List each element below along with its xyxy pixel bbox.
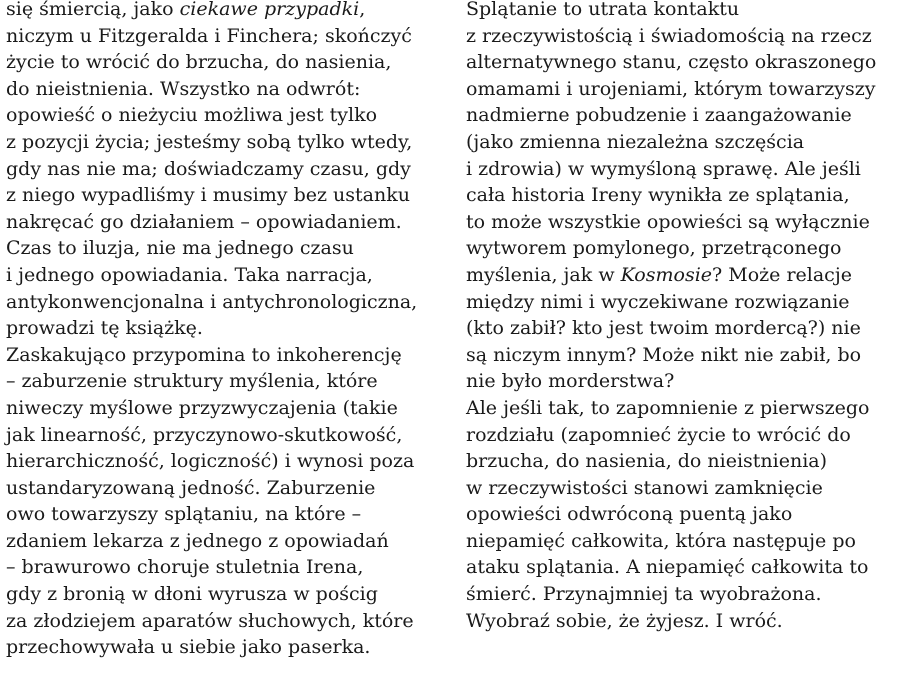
text-line (6, 182, 451, 209)
text-line (466, 0, 900, 23)
text-segment: zdaniem lekarza z jednego z opowiadań (6, 529, 389, 552)
text-segment: ataku splątania. A niepamięć całkowita to (466, 556, 869, 579)
text-line (6, 289, 451, 316)
left-text-column (6, 0, 451, 661)
text-segment: z niego wypadliśmy i musimy bez ustanku (6, 184, 410, 207)
text-segment: Splątanie to utrata kontaktu (466, 0, 740, 20)
text-line (6, 634, 451, 661)
text-segment: przechowywała u siebie jako paserka. (6, 636, 371, 659)
text-line (466, 315, 900, 342)
text-segment: Zaskakująco przypomina to inkoherencję (6, 343, 402, 366)
text-segment: myślenia, jak w (466, 263, 621, 286)
text-line (6, 342, 451, 369)
text-segment: Ale jeśli tak, to zapomnienie z pierwszego (466, 396, 870, 419)
text-segment: (kto zabił? kto jest twoim mordercą?) nie (466, 317, 861, 340)
text-line (466, 209, 900, 236)
text-line (6, 129, 451, 156)
text-line (466, 528, 900, 555)
text-segment: to może wszystkie opowieści są wyłącznie (466, 210, 870, 233)
text-line (6, 608, 451, 635)
text-segment: gdy nas nie ma; doświadczamy czasu, gdy (6, 157, 411, 180)
text-line (6, 262, 451, 289)
text-segment: do nieistnienia. Wszystko na odwrót: (6, 77, 361, 100)
text-segment: śmierć. Przynajmniej ta wyobrażona. (466, 583, 822, 606)
text-segment: się śmiercią, jako (6, 0, 180, 20)
text-line (466, 49, 900, 76)
text-line (6, 102, 451, 129)
text-segment: są niczym innym? Może nikt nie zabił, bo (466, 343, 862, 366)
text-segment: w rzeczywistości stanowi zamknięcie (466, 476, 823, 499)
text-segment: gdy z bronią w dłoni wyrusza w pościg (6, 583, 378, 606)
text-line (466, 235, 900, 262)
text-line (6, 209, 451, 236)
text-segment: opowieści odwróconą puentą jako (466, 503, 793, 526)
text-line (466, 76, 900, 103)
text-segment: omamami i urojeniami, którym towarzyszy (466, 77, 876, 100)
text-segment: i jednego opowiadania. Taka narracja, (6, 263, 373, 286)
text-segment: Wyobraź sobie, że żyjesz. I wróć. (466, 609, 783, 632)
text-segment: prowadzi tę książkę. (6, 317, 203, 340)
text-line (6, 0, 451, 23)
text-segment: brzucha, do nasienia, do nieistnienia) (466, 450, 828, 473)
text-segment: ustandaryzowaną jedność. Zaburzenie (6, 476, 376, 499)
text-segment: z pozycji życia; jesteśmy sobą tylko wtedy, (6, 130, 413, 153)
text-line (6, 315, 451, 342)
text-line (6, 368, 451, 395)
text-segment: nadmierne pobudzenie i zaangażowanie (466, 104, 852, 127)
text-segment: wytworem pomylonego, przetrąconego (466, 237, 842, 260)
text-line (6, 448, 451, 475)
text-segment: rozdziału (zapomnieć życie to wrócić do (466, 423, 851, 446)
right-text-column (466, 0, 900, 634)
text-segment: opowieść o nieżyciu możliwa jest tylko (6, 104, 378, 127)
text-line (466, 448, 900, 475)
text-segment: owo towarzyszy splątaniu, na które – (6, 503, 362, 526)
text-segment: Czas to iluzja, nie ma jednego czasu (6, 237, 354, 260)
text-line (466, 581, 900, 608)
text-line (6, 554, 451, 581)
text-line (6, 422, 451, 449)
text-line (6, 235, 451, 262)
text-segment: niweczy myślowe przyzwyczajenia (takie (6, 396, 398, 419)
text-segment: między nimi i wyczekiwane rozwiązanie (466, 290, 850, 313)
text-line (466, 368, 900, 395)
text-line (6, 156, 451, 183)
text-segment: alternatywnego stanu, często okraszonego (466, 51, 877, 74)
text-line (466, 262, 900, 289)
text-segment: antykonwencjonalna i antychronologiczna, (6, 290, 418, 313)
text-segment: niepamięć całkowita, która następuje po (466, 529, 856, 552)
text-line (6, 501, 451, 528)
text-line (466, 23, 900, 50)
text-line (466, 289, 900, 316)
text-line (466, 156, 900, 183)
text-segment: z rzeczywistością i świadomością na rzecz (466, 24, 872, 47)
text-line (466, 102, 900, 129)
italic-title: ciekawe przypadki (179, 0, 360, 20)
text-segment: nakręcać go działaniem – opowiadaniem. (6, 210, 402, 233)
text-segment: życie to wrócić do brzucha, do nasienia, (6, 51, 392, 74)
text-line (6, 49, 451, 76)
text-line (466, 342, 900, 369)
text-line (466, 501, 900, 528)
text-line (466, 554, 900, 581)
text-line (466, 608, 900, 635)
text-line (466, 129, 900, 156)
text-segment: – brawurowo choruje stuletnia Irena, (6, 556, 364, 579)
text-segment: – zaburzenie struktury myślenia, które (6, 370, 378, 393)
text-line (466, 422, 900, 449)
text-segment: hierarchiczność, logiczność) i wynosi poza (6, 450, 415, 473)
text-segment: , (359, 0, 366, 20)
text-line (6, 76, 451, 103)
text-line (6, 395, 451, 422)
text-line (466, 182, 900, 209)
text-segment: niczym u Fitzgeralda i Finchera; skończyć (6, 24, 412, 47)
text-line (6, 475, 451, 502)
text-line (6, 528, 451, 555)
text-line (466, 475, 900, 502)
text-segment: cała historia Ireny wynikła ze splątania, (466, 184, 850, 207)
text-line (6, 23, 451, 50)
text-line (6, 581, 451, 608)
text-line (466, 395, 900, 422)
text-segment: (jako zmienna niezależna szczęścia (466, 130, 805, 153)
text-segment: ? Może relacje (712, 263, 852, 286)
text-segment: nie było morderstwa? (466, 370, 675, 393)
text-segment: i zdrowia) w wymyśloną sprawę. Ale jeśli (466, 157, 861, 180)
text-segment: za złodziejem aparatów słuchowych, które (6, 609, 414, 632)
text-segment: jak linearność, przyczynowo-skutkowość, (6, 423, 403, 446)
italic-title: Kosmosie (620, 263, 713, 286)
